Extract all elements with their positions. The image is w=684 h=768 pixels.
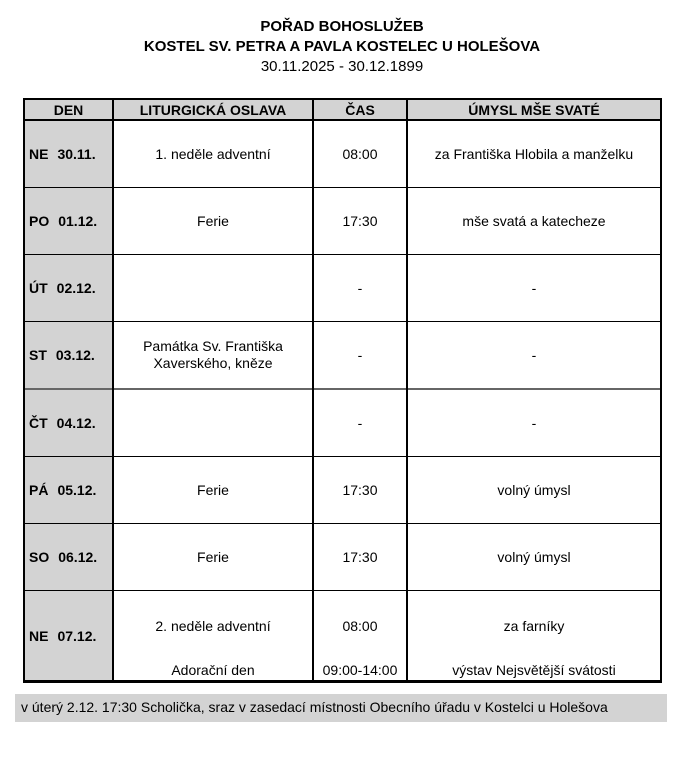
celebration-cell [113,188,313,255]
time-cell [313,524,407,591]
intention-cell [407,255,661,322]
celebration-text: 1. neděle adventní [155,145,271,162]
footer-note: v úterý 2.12. 17:30 Scholička, sraz v zasedací místnosti Obecního úřadu v Kostelci u Holešova [21,699,608,715]
day-abbrev: ČT [29,415,48,431]
day-cell [24,591,113,682]
time-text: 17:30 [342,548,378,565]
table-row [24,322,661,390]
intention-cell [407,188,661,255]
intention-cell [407,457,661,524]
day-abbrev: PÁ [29,482,49,498]
day-cell [24,255,113,322]
title-block [0,0,684,77]
day-cell [24,524,113,591]
table-row [24,389,661,457]
day-date: 05.12. [57,482,97,498]
celebration-cell [113,591,313,682]
header-row [24,99,661,120]
day-date: 06.12. [58,549,98,565]
page-title: POŘAD BOHOSLUŽEB [260,18,424,35]
day-date: 30.11. [57,146,96,162]
time-text: 17:30 [342,481,378,498]
day-date: 04.12. [56,415,96,431]
day-abbrev: ST [29,347,47,363]
day-abbrev: SO [29,549,50,565]
celebration-text: Památka Sv. Františka Xaverského, kněze [143,338,283,371]
day-abbrev: NE [29,627,49,644]
intention-text: - [531,346,537,363]
celebration-cell [113,457,313,524]
time-text: 17:30 [342,212,378,229]
table-row [24,120,661,188]
intention-cell [407,322,661,390]
time-cell [313,591,407,682]
table-row [24,457,661,524]
table-row [24,255,661,322]
day-abbrev: ÚT [29,280,48,296]
day-date: 02.12. [56,280,96,296]
celebration-text: Ferie [197,212,229,229]
time-cell [313,255,407,322]
column-header-den: DEN [24,99,113,120]
footer-note-bar [15,694,667,722]
day-date: 03.12. [55,347,95,363]
intention-cell [407,120,661,188]
intention-text: - [531,414,537,431]
date-range: 30.11.2025 - 30.12.1899 [260,58,424,75]
celebration-cell [113,524,313,591]
intention-cell [407,389,661,457]
time-text: 08:00 [342,618,378,634]
celebration-text: 2. neděle adventní [155,618,271,634]
time-text: - [357,279,363,296]
intention-text: volný úmysl [497,481,571,498]
table-row [24,524,661,591]
time-text: - [357,346,363,363]
time-text: 08:00 [342,145,378,162]
table-row [24,188,661,255]
column-header-liturgicka-oslava: LITURGICKÁ OSLAVA [113,99,313,120]
day-cell [24,120,113,188]
column-header-cas: ČAS [313,99,407,120]
time-text: - [357,414,363,431]
day-date: 01.12. [58,213,98,229]
celebration-cell [113,255,313,322]
day-cell [24,188,113,255]
day-abbrev: PO [29,213,50,229]
time-subtext: 09:00-14:00 [322,662,398,678]
time-cell [313,322,407,390]
celebration-subtext: Adorační den [171,662,255,678]
intention-cell [407,591,661,682]
table-row [24,591,661,682]
time-cell [313,188,407,255]
day-date: 07.12. [57,627,97,644]
celebration-cell [113,322,313,390]
church-title: KOSTEL SV. PETRA A PAVLA KOSTELEC U HOLEŠOVA [143,38,541,55]
day-cell [24,389,113,457]
intention-text: za Františka Hlobila a manželku [434,145,634,162]
celebration-cell [113,120,313,188]
intention-subtext: výstav Nejsvětější svátosti [452,662,616,678]
celebration-text [114,255,312,321]
column-header-umysl: ÚMYSL MŠE SVATÉ [407,99,661,120]
intention-text: mše svatá a katecheze [462,212,606,229]
intention-text: za farníky [503,618,565,634]
day-cell [24,457,113,524]
day-cell [24,322,113,390]
celebration-text: Ferie [197,481,229,498]
intention-cell [407,524,661,591]
celebration-text: Ferie [197,548,229,565]
time-cell [313,389,407,457]
celebration-cell [113,389,313,457]
intention-text: - [531,279,537,296]
schedule-table [23,98,662,683]
time-cell [313,120,407,188]
intention-text: volný úmysl [497,548,571,565]
celebration-text [114,390,312,456]
day-abbrev: NE [29,146,49,162]
time-cell [313,457,407,524]
